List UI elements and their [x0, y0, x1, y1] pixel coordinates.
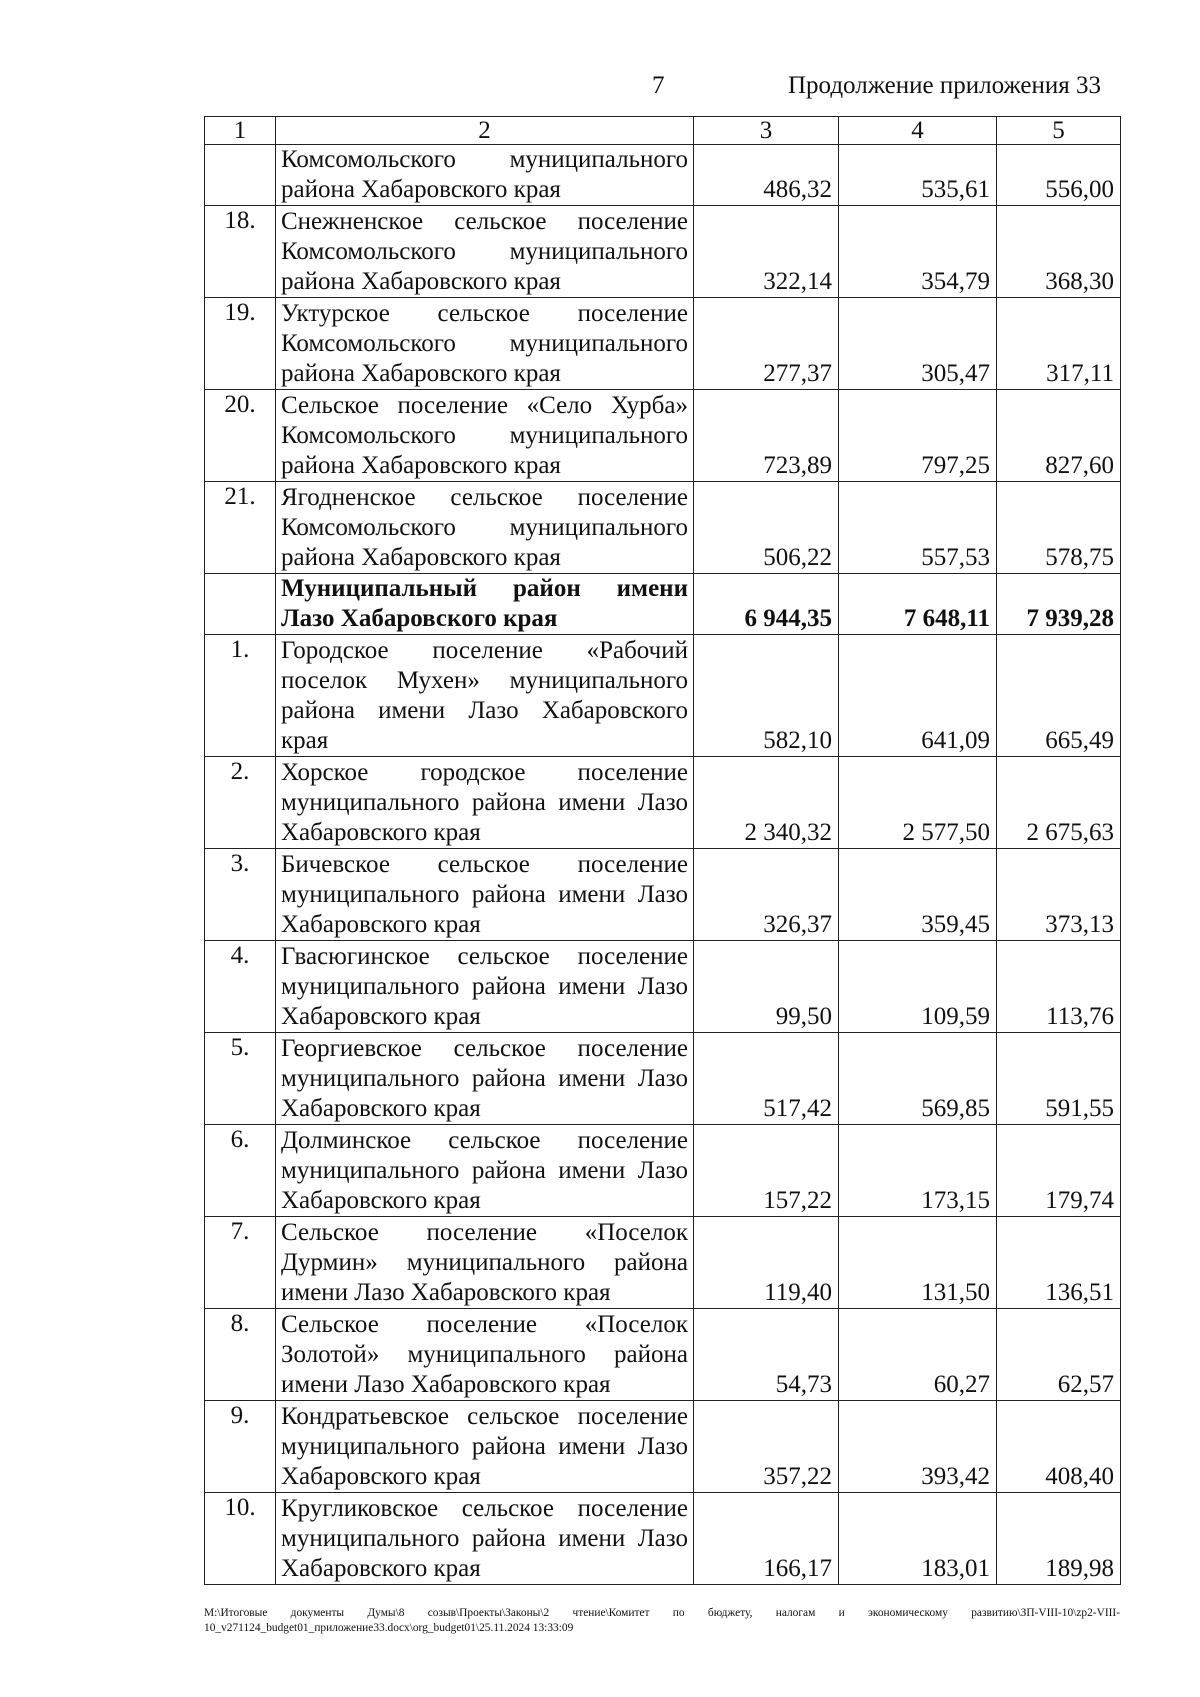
row-name: Кондратьевское сельское поселение муниципального района имени Лазо Хабаровского края	[276, 1401, 694, 1493]
value-col4: 2 577,50	[839, 757, 997, 849]
value-col3: 157,22	[694, 1125, 839, 1217]
value-col3: 166,17	[694, 1493, 839, 1585]
row-name: Гвасюгинское сельское поселение муниципального района имени Лазо Хабаровского края	[276, 941, 694, 1033]
value-col3: 517,42	[694, 1033, 839, 1125]
value-col4: 535,61	[839, 145, 997, 206]
row-number: 9.	[205, 1401, 276, 1493]
value-col4: 557,53	[839, 482, 997, 574]
row-name: Городское поселение «Рабочий поселок Мухен» муниципального района имени Лазо Хабаровского края	[276, 635, 694, 757]
value-col4: 393,42	[839, 1401, 997, 1493]
value-col3: 582,10	[694, 635, 839, 757]
value-col4: 305,47	[839, 298, 997, 390]
table-row	[205, 482, 1121, 574]
row-number: 10.	[205, 1493, 276, 1585]
row-number: 1.	[205, 635, 276, 757]
row-number: 5.	[205, 1033, 276, 1125]
page-number: 7	[652, 72, 665, 99]
row-name: Хорское городское поселение муниципального района имени Лазо Хабаровского края	[276, 757, 694, 849]
row-number: 19.	[205, 298, 276, 390]
value-col4: 131,50	[839, 1217, 997, 1309]
value-col4: 7 648,11	[839, 574, 997, 635]
value-col3: 2 340,32	[694, 757, 839, 849]
table-row	[205, 1217, 1121, 1309]
table-row	[205, 1125, 1121, 1217]
row-name: Сельское поселение «Село Хурба» Комсомольского муниципального района Хабаровского края	[276, 390, 694, 482]
value-col5: 368,30	[997, 206, 1121, 298]
value-col4: 359,45	[839, 849, 997, 941]
value-col5: 7 939,28	[997, 574, 1121, 635]
table-row	[205, 390, 1121, 482]
row-number	[205, 574, 276, 635]
value-col3: 119,40	[694, 1217, 839, 1309]
table-row	[205, 298, 1121, 390]
document-path-footer: M:\Итоговые документы Думы\8 созыв\Проекты\Законы\2 чтение\Комитет по бюджету, налогам и экономическому развитию\ЗП-VIII-10\zp2-VIII-10_v271124_budget01_приложение33.docx\org_budget01\25.11.2024 13:33:09	[204, 1607, 1120, 1634]
value-col5: 136,51	[997, 1217, 1121, 1309]
row-number: 6.	[205, 1125, 276, 1217]
row-number: 8.	[205, 1309, 276, 1401]
value-col4: 60,27	[839, 1309, 997, 1401]
value-col3: 723,89	[694, 390, 839, 482]
table-row-subtotal	[205, 574, 1121, 635]
value-col5: 591,55	[997, 1033, 1121, 1125]
value-col4: 354,79	[839, 206, 997, 298]
column-header: 3	[694, 117, 839, 145]
value-col5: 578,75	[997, 482, 1121, 574]
value-col3: 6 944,35	[694, 574, 839, 635]
table-row	[205, 941, 1121, 1033]
row-name: Сельское поселение «Поселок Золотой» муниципального района имени Лазо Хабаровского края	[276, 1309, 694, 1401]
row-name: Снежненское сельское поселение Комсомольского муниципального района Хабаровского края	[276, 206, 694, 298]
value-col3: 506,22	[694, 482, 839, 574]
value-col5: 827,60	[997, 390, 1121, 482]
value-col3: 357,22	[694, 1401, 839, 1493]
column-header: 2	[276, 117, 694, 145]
row-number: 18.	[205, 206, 276, 298]
row-name: Долминское сельское поселение муниципального района имени Лазо Хабаровского края	[276, 1125, 694, 1217]
page-caption: Продолжение приложения 33	[788, 72, 1102, 99]
row-name: Сельское поселение «Поселок Дурмин» муниципального района имени Лазо Хабаровского края	[276, 1217, 694, 1309]
value-col5: 317,11	[997, 298, 1121, 390]
row-number: 7.	[205, 1217, 276, 1309]
row-number: 3.	[205, 849, 276, 941]
table-row	[205, 635, 1121, 757]
value-col3: 326,37	[694, 849, 839, 941]
table-row	[205, 757, 1121, 849]
budget-table	[204, 116, 1121, 1585]
value-col4: 173,15	[839, 1125, 997, 1217]
table-row	[205, 849, 1121, 941]
table-row	[205, 1309, 1121, 1401]
value-col4: 183,01	[839, 1493, 997, 1585]
value-col4: 109,59	[839, 941, 997, 1033]
column-header: 4	[839, 117, 997, 145]
value-col5: 113,76	[997, 941, 1121, 1033]
row-name: Кругликовское сельское поселение муниципального района имени Лазо Хабаровского края	[276, 1493, 694, 1585]
value-col3: 486,32	[694, 145, 839, 206]
value-col3: 54,73	[694, 1309, 839, 1401]
row-number: 20.	[205, 390, 276, 482]
table-row	[205, 1493, 1121, 1585]
value-col5: 556,00	[997, 145, 1121, 206]
value-col5: 373,13	[997, 849, 1121, 941]
column-header: 1	[205, 117, 276, 145]
value-col4: 641,09	[839, 635, 997, 757]
value-col3: 322,14	[694, 206, 839, 298]
row-name: Ягодненское сельское поселение Комсомольского муниципального района Хабаровского края	[276, 482, 694, 574]
row-name: Муниципальный район имени Лазо Хабаровского края	[276, 574, 694, 635]
value-col5: 189,98	[997, 1493, 1121, 1585]
value-col5: 179,74	[997, 1125, 1121, 1217]
table-row	[205, 1401, 1121, 1493]
row-number: 21.	[205, 482, 276, 574]
row-number: 2.	[205, 757, 276, 849]
table-row	[205, 206, 1121, 298]
row-name: Бичевское сельское поселение муниципального района имени Лазо Хабаровского края	[276, 849, 694, 941]
value-col3: 277,37	[694, 298, 839, 390]
column-header: 5	[997, 117, 1121, 145]
value-col5: 408,40	[997, 1401, 1121, 1493]
value-col4: 569,85	[839, 1033, 997, 1125]
row-number: 4.	[205, 941, 276, 1033]
row-name: Уктурское сельское поселение Комсомольского муниципального района Хабаровского края	[276, 298, 694, 390]
value-col4: 797,25	[839, 390, 997, 482]
row-name: Комсомольского муниципального района Хабаровского края	[276, 145, 694, 206]
table-row	[205, 1033, 1121, 1125]
table-row	[205, 145, 1121, 206]
value-col5: 2 675,63	[997, 757, 1121, 849]
row-name: Георгиевское сельское поселение муниципального района имени Лазо Хабаровского края	[276, 1033, 694, 1125]
value-col5: 62,57	[997, 1309, 1121, 1401]
row-number	[205, 145, 276, 206]
table-header-row	[205, 117, 1121, 145]
value-col3: 99,50	[694, 941, 839, 1033]
value-col5: 665,49	[997, 635, 1121, 757]
